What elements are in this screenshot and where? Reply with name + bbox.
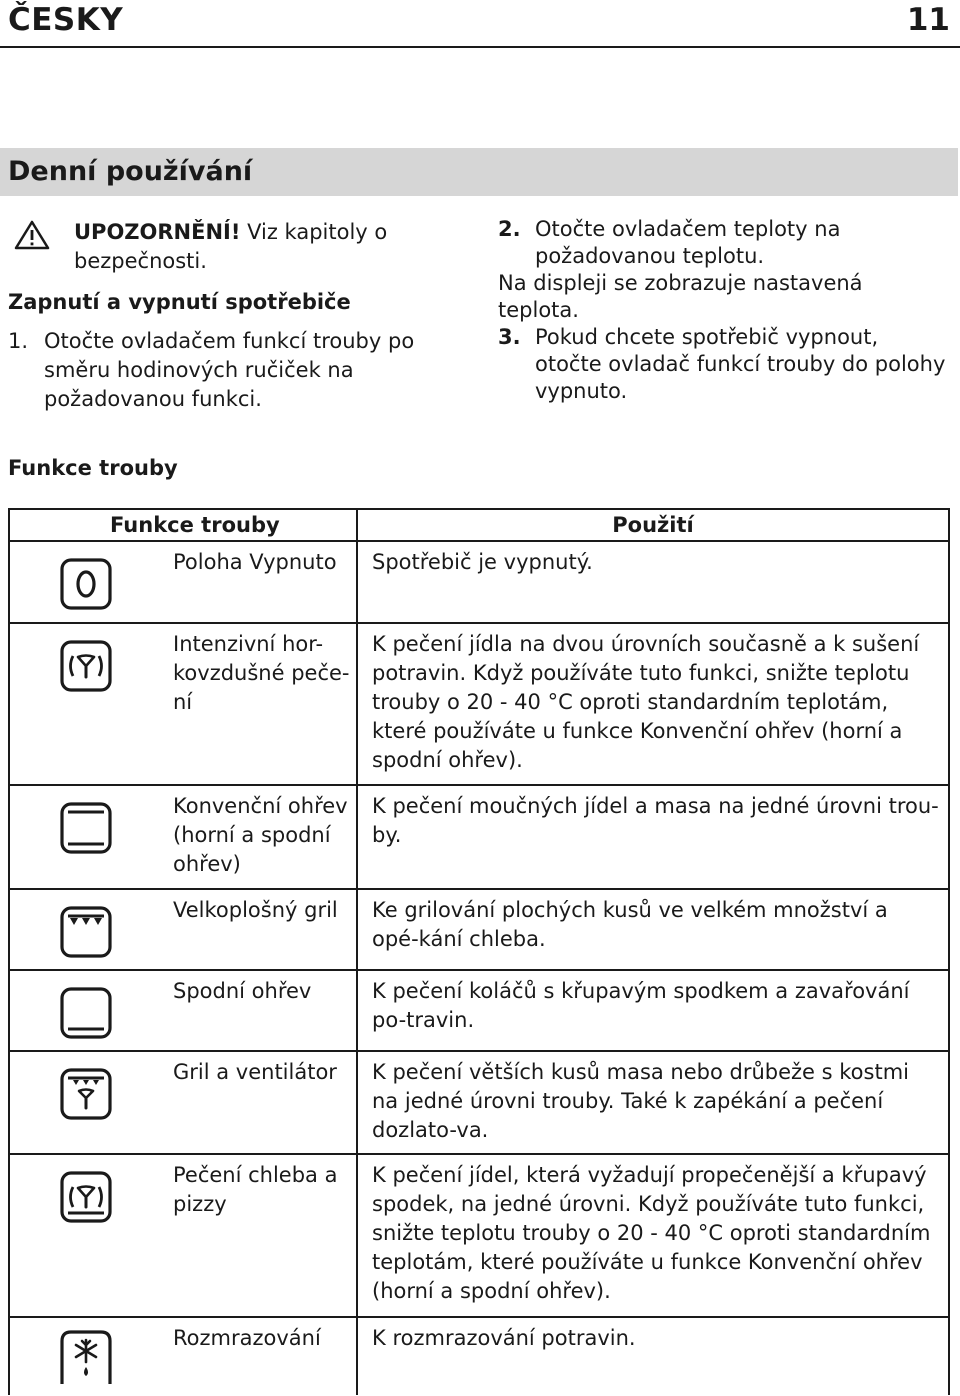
warning-notice [8,218,448,276]
language-label: ČESKY [8,2,124,38]
header-function: Funkce trouby [9,509,357,541]
steps-left [8,327,448,414]
bread-pizza-icon [58,1169,114,1225]
header-divider [0,46,960,48]
warning-text: Viz kapitoly o bezpečnosti. [74,220,388,273]
table-row [9,541,949,623]
grill-fan-icon [58,1066,114,1122]
full-grill-icon [58,904,114,960]
table-row [9,970,949,1051]
step-text: Otočte ovladačem teploty na požadovanou teplotu. [535,217,841,268]
table-caption: Funkce trouby [8,456,178,480]
page-number: 11 [906,2,950,38]
step-text: Otočte ovladačem funkcí trouby po směru hodinových ručiček na požadovanou funkci. [44,329,415,411]
step-number: 3. [498,325,521,349]
header-usage: Použití [357,509,949,541]
top-bottom-heat-icon [58,800,114,856]
function-usage: K pečení koláčů s křupavým spodkem a zavařování po-travin. [357,970,949,1051]
defrost-icon [58,1328,114,1384]
warning-label: UPOZORNĚNÍ! [74,220,241,244]
step-1 [8,327,448,414]
oven-functions-table [8,508,950,1395]
step-text: Pokud chcete spotřebič vypnout, otočte ovladač funkcí trouby do polohy vypnuto. [535,325,946,403]
function-usage: K pečení jídel, která vyžadují propečenější a křupavý spodek, na jedné úrovni. Když používáte tuto funkci, snižte teplotu trouby o 20 - 40 °C oproti standardním teplotám, které používáte u funkce Konvenční ohřev (horní a spodní ohřev). [357,1154,949,1317]
section-title: Denní používání [8,156,253,187]
table-row [9,1317,949,1395]
bottom-heat-icon [58,985,114,1041]
function-usage: K pečení větších kusů masa nebo drůbeže s kostmi na jedné úrovni trouby. Také k zapékání a pečení dozlato-va. [357,1051,949,1154]
function-usage: Ke grilování plochých kusů ve velkém množství a opé-kání chleba. [357,889,949,970]
table-row [9,889,949,970]
subsection-title: Zapnutí a vypnutí spotřebiče [8,290,351,314]
table-row [9,1154,949,1317]
function-usage: K rozmrazování potravin. [357,1317,949,1395]
step-2 [498,216,948,270]
section-bar [0,148,958,196]
table-row [9,785,949,889]
table-header-row [9,509,949,541]
function-name: Intenzivní hor-kovzdušné peče-ní [159,623,357,785]
step-2-note: Na displeji se zobrazuje nastavená teplota. [498,271,863,322]
function-name: Poloha Vypnuto [159,541,357,623]
function-usage: K pečení jídla na dvou úrovních současně a k sušení potravin. Když používáte tuto funkci, snižte teplotu trouby o 20 - 40 °C oproti standardním teplotám, které používáte u funkce Konvenční ohřev (horní a spodní ohřev). [357,623,949,785]
left-column [8,218,448,414]
right-column [498,216,948,405]
step-3 [498,324,948,405]
function-usage: Spotřebič je vypnutý. [357,541,949,623]
function-name: Pečení chleba a pizzy [159,1154,357,1317]
page-header [0,0,960,40]
step-number: 2. [498,217,521,241]
function-name: Konvenční ohřev (horní a spodní ohřev) [159,785,357,889]
hot-air-fan-icon [58,638,114,694]
off-zero-icon [58,556,114,612]
step-number: 1. [8,329,29,353]
function-usage: K pečení moučných jídel a masa na jedné úrovni trou-by. [357,785,949,889]
warning-triangle-icon [14,220,50,250]
table-row [9,623,949,785]
function-name: Gril a ventilátor [159,1051,357,1154]
table-row [9,1051,949,1154]
function-name: Spodní ohřev [159,970,357,1051]
function-name: Rozmrazování [159,1317,357,1395]
function-name: Velkoplošný gril [159,889,357,970]
